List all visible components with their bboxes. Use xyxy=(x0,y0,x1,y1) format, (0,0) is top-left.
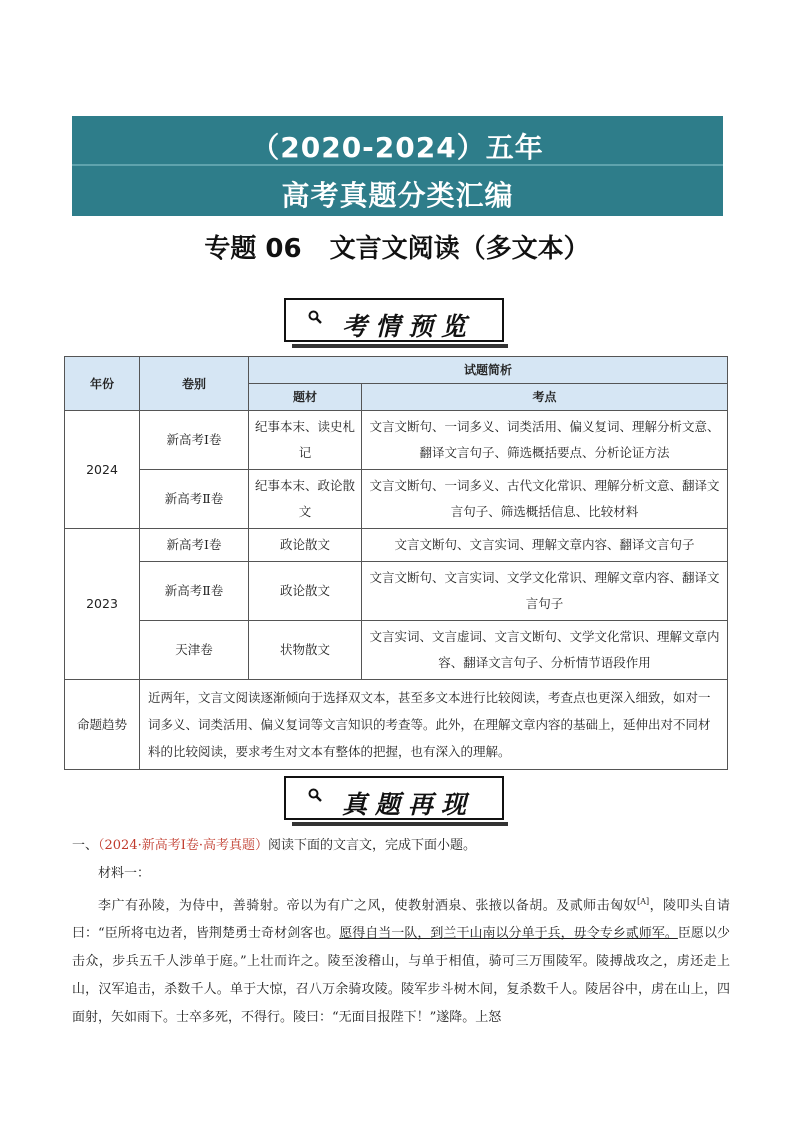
section-preview-title-box xyxy=(284,298,504,342)
table-row xyxy=(65,562,728,621)
year-cell: 2023 xyxy=(65,529,140,680)
points-cell: 文言文断句、文言实词、文学文化常识、理解文章内容、翻译文言句子 xyxy=(362,562,728,621)
paragraph-text-1: 李广有孙陵，为侍中，善骑射。帝以为有广之风，使教射酒泉、张掖以备胡。及贰师击匈奴 xyxy=(98,898,638,914)
points-cell: 文言文断句、文言实词、理解文章内容、翻译文言句子 xyxy=(362,529,728,562)
trend-row xyxy=(65,680,728,770)
header-genre: 题材 xyxy=(249,384,362,411)
section-exam-title: 真题再现 xyxy=(342,790,475,819)
points-cell: 文言文断句、一词多义、词类活用、偏义复词、理解分析文意、翻译文言句子、筛选概括要点、分析论证方法 xyxy=(362,411,728,470)
paragraph-text-4: ”上壮而许之。陵至浚稽山，与单于相值，骑可三万围陵军。陵搏战攻之，虏还走上山，汉军追击，杀数千人。单于大惊，召八万余骑攻陵。陵军步斗树木间，复杀数千人。陵居谷中，虏在山上，四面射，矢如雨下。士卒多死，不得行。陵曰：“无面目报陛下！”遂降。上怒 xyxy=(72,954,730,1026)
paper-cell: 天津卷 xyxy=(140,621,249,680)
material-label: 材料一： xyxy=(98,866,151,881)
header-points: 考点 xyxy=(362,384,728,411)
question-source: （2024·新高考Ⅰ卷·高考真题） xyxy=(98,838,268,853)
title-banner xyxy=(72,116,723,216)
genre-cell: 政论散文 xyxy=(249,562,362,621)
paper-cell: 新高考Ⅰ卷 xyxy=(140,529,249,562)
topic-title: 文言文阅读（多文本） xyxy=(329,234,590,264)
question-number: 一、 xyxy=(72,838,99,853)
banner-line-2: 高考真题分类汇编 xyxy=(281,179,514,212)
banner-divider xyxy=(72,164,723,166)
footnote-marker: [A] xyxy=(637,897,650,906)
question-instruction: 阅读下面的文言文，完成下面小题。 xyxy=(268,838,477,853)
paper-cell: 新高考Ⅰ卷 xyxy=(140,411,249,470)
paper-cell: 新高考Ⅱ卷 xyxy=(140,562,249,621)
exam-summary-table xyxy=(64,356,728,770)
section-preview-title: 考情预览 xyxy=(342,312,475,341)
points-cell: 文言实词、文言虚词、文言文断句、文学文化常识、理解文章内容、翻译文言句子、分析情节语段作用 xyxy=(362,621,728,680)
paper-cell: 新高考Ⅱ卷 xyxy=(140,470,249,529)
header-paper: 卷别 xyxy=(140,357,249,411)
search-icon xyxy=(308,788,322,802)
paragraph-text-3: 臣愿以少击众，步兵五千人涉单于庭。 xyxy=(72,926,730,970)
genre-cell: 纪事本末、政论散文 xyxy=(249,470,362,529)
header-year: 年份 xyxy=(65,357,140,411)
search-icon xyxy=(308,310,322,324)
question-heading xyxy=(72,832,732,860)
material-paragraph xyxy=(72,888,730,1032)
trend-label: 命题趋势 xyxy=(65,680,140,770)
banner-line-1: （2020-2024）五年 xyxy=(251,131,544,164)
section-exam-title-box xyxy=(284,776,504,820)
underlined-sentence: 愿得自当一队，到兰干山南以分单于兵，毋令专乡贰师军。 xyxy=(339,926,678,942)
paragraph-text-2: ，陵叩头自请曰：“臣所将屯边者，皆荆楚勇士奇材剑客也。 xyxy=(72,898,730,942)
trend-text: 近两年，文言文阅读逐渐倾向于选择双文本，甚至多文本进行比较阅读，考查点也更深入细致，如对一词多义、词类活用、偏义复词等文言知识的考查等。此外，在理解文章内容的基础上，延伸出对不同材料的比较阅读，要求考生对文本有整体的把握，也有深入的理解。 xyxy=(140,680,728,770)
genre-cell: 政论散文 xyxy=(249,529,362,562)
table-row xyxy=(65,470,728,529)
table-row xyxy=(65,411,728,470)
topic-label: 专题 06 xyxy=(204,234,302,264)
topic-heading xyxy=(0,228,794,265)
header-analysis: 试题简析 xyxy=(249,357,728,384)
genre-cell: 纪事本末、读史札记 xyxy=(249,411,362,470)
year-cell: 2024 xyxy=(65,411,140,529)
genre-cell: 状物散文 xyxy=(249,621,362,680)
points-cell: 文言文断句、一词多义、古代文化常识、理解分析文意、翻译文言句子、筛选概括信息、比较材料 xyxy=(362,470,728,529)
table-row xyxy=(65,529,728,562)
table-row xyxy=(65,621,728,680)
